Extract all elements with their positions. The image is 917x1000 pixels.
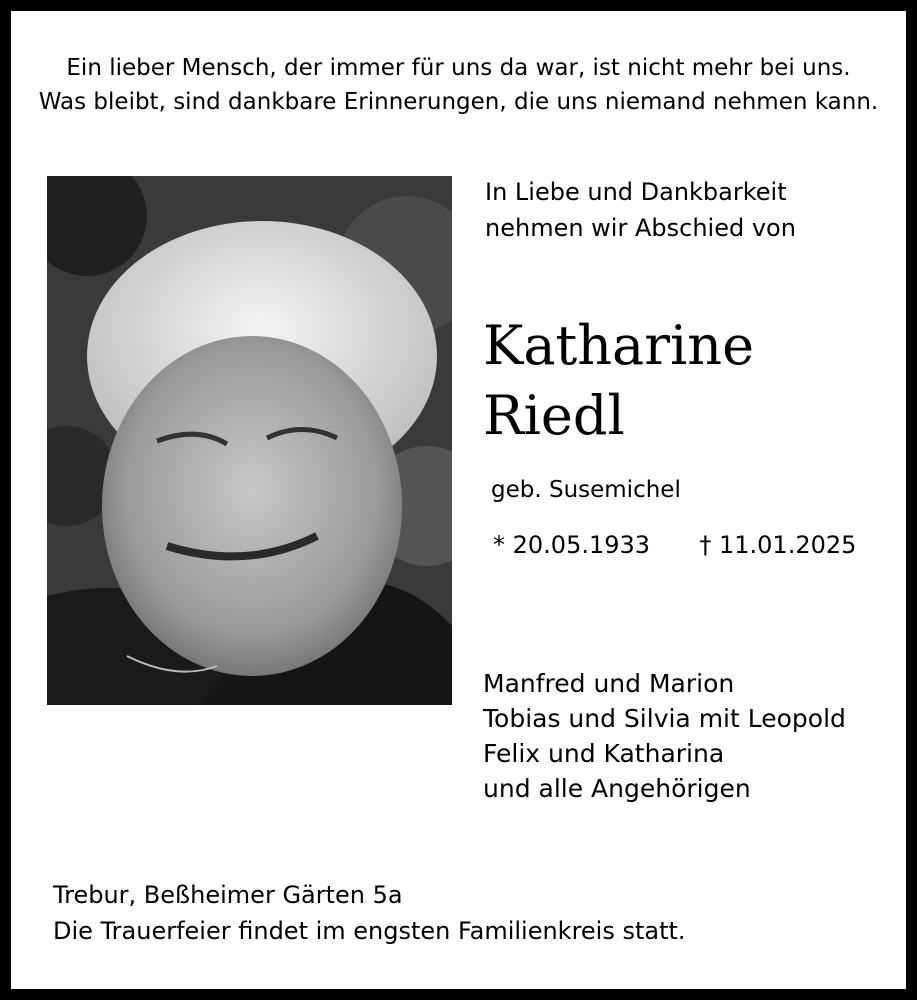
mourner-line: Tobias und Silvia mit Leopold — [483, 704, 846, 733]
mourner-line: Felix und Katharina — [483, 739, 725, 768]
motto-text — [11, 51, 906, 119]
motto-line-2: Was bleibt, sind dankbare Erinnerungen, die uns niemand nehmen kann. — [38, 89, 879, 115]
intro-line-2: nehmen wir Abschied von — [485, 214, 796, 242]
birth-name: geb. Susemichel — [491, 477, 681, 503]
last-name: Riedl — [483, 384, 625, 447]
intro-line-1: In Liebe und Dankbarkeit — [485, 178, 787, 206]
address: Trebur, Beßheimer Gärten 5a — [53, 881, 403, 909]
first-name: Katharine — [483, 314, 755, 377]
life-dates — [493, 531, 856, 559]
deceased-name — [483, 311, 754, 451]
died-date: 11.01.2025 — [718, 531, 857, 559]
footer-text — [53, 877, 686, 949]
portrait-photo — [47, 176, 452, 705]
intro-text — [485, 174, 796, 246]
mourner-line: Manfred und Marion — [483, 669, 735, 698]
born-symbol: * — [493, 531, 505, 559]
motto-line-1: Ein lieber Mensch, der immer für uns da war, ist nicht mehr bei uns. — [66, 55, 851, 81]
born-date: 20.05.1933 — [512, 531, 651, 559]
died-symbol: † — [699, 531, 712, 559]
ceremony-note: Die Trauerfeier findet im engsten Familienkreis statt. — [53, 917, 686, 945]
mourners-list — [483, 666, 846, 806]
mourner-line: und alle Angehörigen — [483, 774, 751, 803]
